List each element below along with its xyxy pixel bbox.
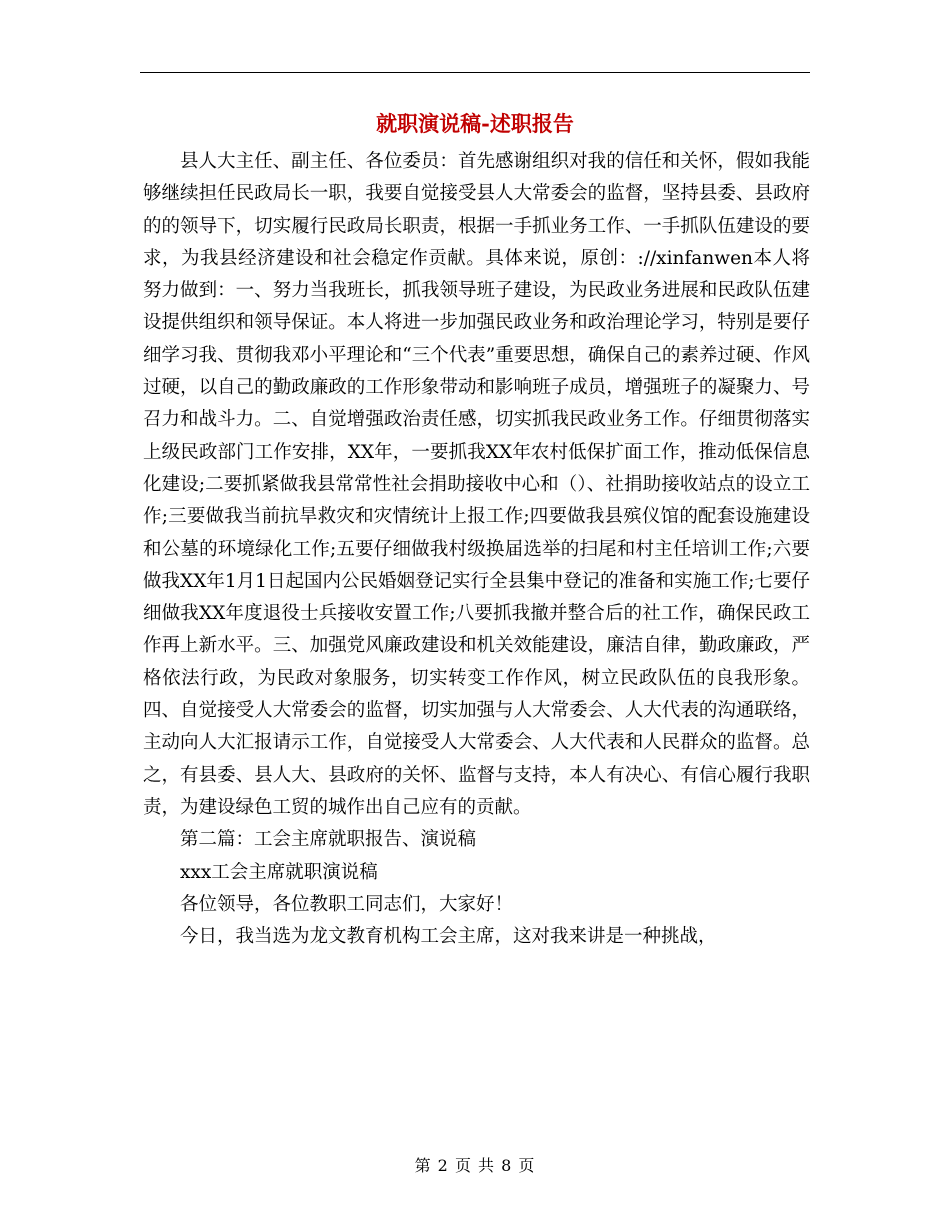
paragraph-3-subtitle: xxx工会主席就职演说稿 — [180, 861, 378, 883]
document-body — [143, 146, 810, 953]
page-number-footer: 第 2 页 共 8 页 — [414, 1156, 536, 1175]
document-title: 就职演说稿-述职报告 — [376, 111, 574, 136]
paragraph-5: 今日，我当选为龙文教育机构工会主席，这对我来讲是一种挑战， — [180, 926, 717, 948]
paragraph-4-greeting: 各位领导，各位教职工同志们，大家好！ — [180, 893, 514, 915]
header-rule — [140, 72, 810, 73]
paragraph-1: 县人大主任、副主任、各位委员：首先感谢组织对我的信任和关怀，假如我能够继续担任民政局长一职，我要自觉接受县人大常委会的监督，坚持县委、县政府的的领导下，切实履行民政局长职责，根据一手抓业务工作、一手抓队伍建设的要求，为我县经济建设和社会稳定作贡献。具体来说，原创：://xinfanwen本人将努力做到：一、努力当我班长，抓我领导班子建设，为民政业务进展和民政队伍建设提供组织和领导保证。本人将进一步加强民政业务和政治理论学习，特别是要仔细学习我、贯彻我邓小平理论和“三个代表”重要思想，确保自己的素养过硬、作风过硬，以自己的勤政廉政的工作形象带动和影响班子成员，增强班子的凝聚力、号召力和战斗力。二、自觉增强政治责任感，切实抓我民政业务工作。仔细贯彻落实上级民政部门工作安排，XX年，一要抓我XX年农村低保扩面工作，推动低保信息化建设;二要抓紧做我县常常性社会捐助接收中心和（）、社捐助接收站点的设立工作;三要做我当前抗旱救灾和灾情统计上报工作;四要做我县殡仪馆的配套设施建设和公墓的环境绿化工作;五要仔细做我村级换届选举的扫尾和村主任培训工作;六要做我XX年1月1日起国内公民婚姻登记实行全县集中登记的准备和实施工作;七要仔细做我XX年度退役士兵接收安置工作;八要抓我撤并整合后的社工作，确保民政工作再上新水平。三、加强党风廉政建设和机关效能建设，廉洁自律，勤政廉政，严格依法行政，为民政对象服务，切实转变工作作风，树立民政队伍的良我形象。四、自觉接受人大常委会的监督，切实加强与人大常委会、人大代表的沟通联络，主动向人大汇报请示工作，自觉接受人大常委会、人大代表和人民群众的监督。总之，有县委、县人大、县政府的关怀、监督与支持，本人有决心、有信心履行我职责，为建设绿色工贸的城作出自己应有的贡献。 — [143, 151, 810, 818]
paragraph-2-heading: 第二篇：工会主席就职报告、演说稿 — [180, 829, 477, 851]
